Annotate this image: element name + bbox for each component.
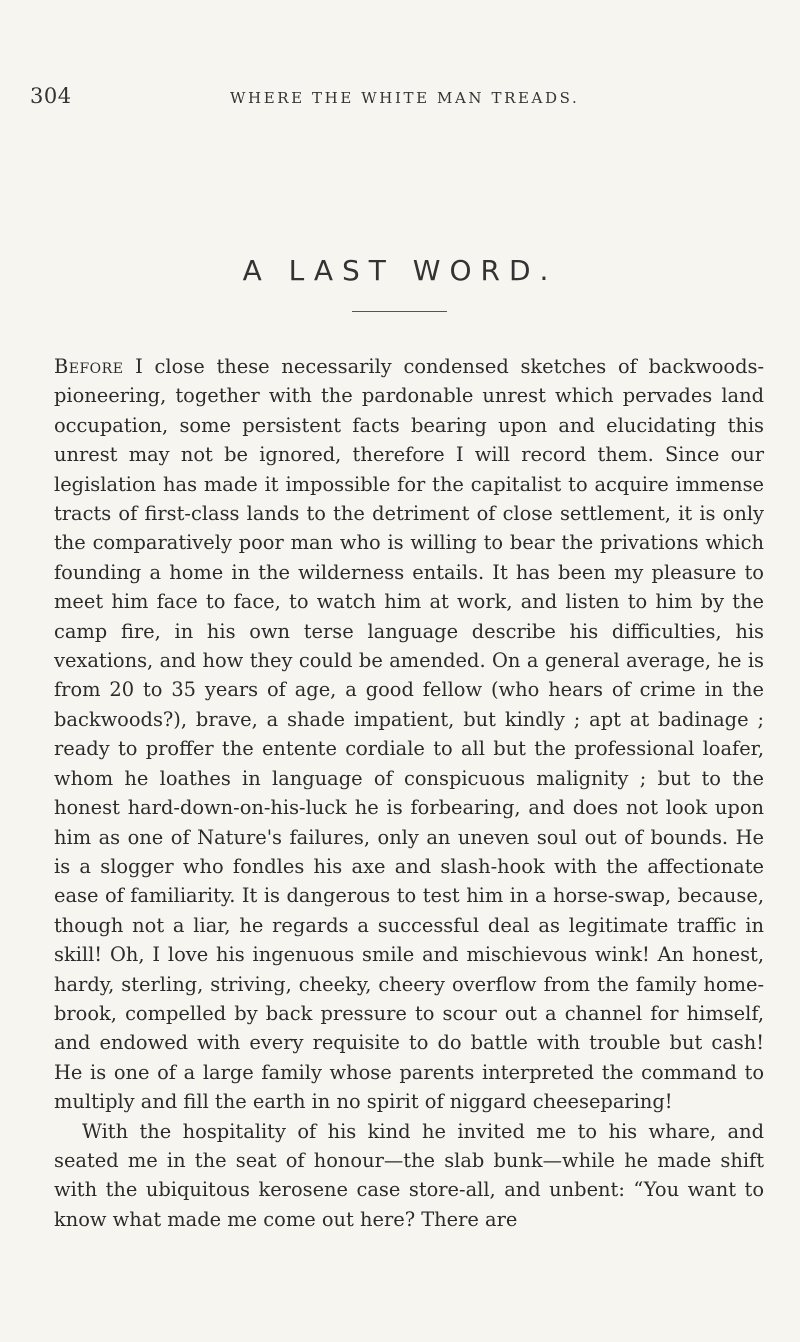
paragraph-1-text: I close these necessarily condensed sketches of backwoods-pioneering, together with the pardonable unrest which pervades land occupation, some persistent facts bearing upon and elucidating this unrest may not be ignored, therefore I will record them. Since our legislation has made it impossible for the capitalist to acquire immense tracts of first-class lands to the detriment of close settlement, it is only the comparatively poor man who is willing to bear the privations which founding a home in the wilderness entails. It has been my pleasure to meet him face to face, to watch him at work, and listen to him by the camp fire, in his own terse language describe his difficulties, his vexations, and how they could be amended. On a general average, he is from 20 to 35 years of age, a good fellow (who hears of crime in the backwoods?), brave, a shade impatient, but kindly ; apt at badinage ; ready to proffer the entente cordiale to all but the professional loafer, whom he loathes in language of conspicuous malignity ; but to the honest hard-down-on-his-luck he is forbearing, and does not look upon him as one of Nature's failures, only an uneven soul out of bounds. He is a slogger who fondles his axe and slash-hook with the affectionate ease of familiarity. It is dangerous to test him in a horse-swap, because, though not a liar, he regards a successful deal as legitimate traffic in skill! Oh, I love his ingenuous smile and mischievous wink! An honest, hardy, sterling, striving, cheeky, cheery overflow from the family home-brook, compelled by back pressure to scour out a channel for himself, and endowed with every requisite to do battle with trouble but cash! He is one of a large family whose parents interpreted the command to multiply and fill the earth in no spirit of niggard cheeseparing! bbox=[54, 355, 764, 1114]
paragraph-1 bbox=[54, 352, 764, 1117]
title-divider-rule bbox=[352, 311, 447, 312]
body-text bbox=[54, 352, 764, 1234]
paragraph-2: With the hospitality of his kind he invited me to his whare, and seated me in the seat of honour—the slab bunk—while he made shift with the ubiquitous kerosene case store-all, and unbent: “You want to know what made me come out here? There are bbox=[54, 1119, 764, 1231]
paragraph-lead-word: Before bbox=[54, 355, 124, 378]
page-number: 304 bbox=[30, 84, 72, 108]
running-title: WHERE THE WHITE MAN TREADS. bbox=[230, 89, 580, 107]
chapter-title: A LAST WORD. bbox=[242, 254, 558, 287]
running-head bbox=[30, 84, 770, 114]
